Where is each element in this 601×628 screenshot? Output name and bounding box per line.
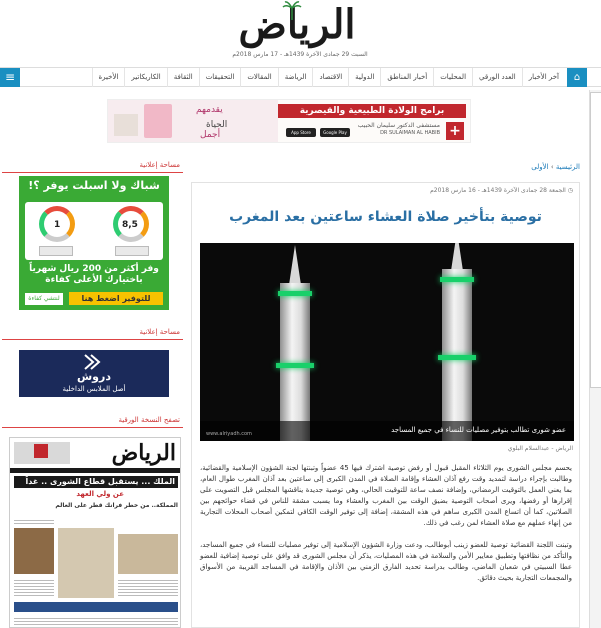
paper-thumb-photo	[14, 528, 54, 574]
paper-thumb-ad-mark	[34, 444, 48, 458]
hamburger-icon[interactable]: ≡	[0, 68, 20, 87]
palm-icon	[282, 0, 302, 20]
article-date-text: الجمعة 28 جمادى الآخرة 1439هـ - 16 مارس 2018م	[430, 187, 566, 194]
shabak-ad-body-line-1: وفر أكثر من 200 ريال شهرياً	[29, 264, 159, 274]
sidebar-ad-label-1: مساحة إعلانية	[2, 161, 183, 173]
shabak-ad-headline: شباك ولا اسبلت يوفر ؟!	[19, 176, 169, 204]
nav-item[interactable]: الكاريكاتير	[124, 68, 166, 87]
banner-gift-box	[114, 114, 138, 136]
banner-hospital-en: DR SULAIMAN AL HABIB	[380, 130, 440, 136]
right-skyscraper-ad	[589, 90, 601, 628]
app-store-badge[interactable]: App Store	[286, 128, 316, 137]
nav-item[interactable]: التحقيقات	[199, 68, 241, 87]
shabak-ad-logo: لنتشي كفاءة	[25, 293, 63, 305]
banner-tagline-3: أجمل	[200, 130, 221, 140]
home-icon[interactable]: ⌂	[567, 68, 587, 87]
article-author: الرياض - عبدالسلام البلوي	[507, 445, 573, 452]
banner-photo-frame	[144, 104, 172, 138]
gauge-left-value: 1	[54, 220, 61, 230]
split-ac-icon	[115, 246, 149, 256]
shabak-ad[interactable]	[19, 176, 169, 310]
nav-items	[92, 68, 566, 87]
photo-caption: عضو شورى تطالب بتوفير مصليات للنساء في جميع المساجد	[200, 421, 574, 441]
paper-thumb-strip	[10, 468, 181, 473]
article-date	[430, 187, 573, 194]
header-date: السبت 29 جمادى الآخرة 1439هـ - 17 مارس 2018م	[232, 51, 368, 58]
nav-item[interactable]: العدد الورقي	[472, 68, 522, 87]
paper-thumb-text-column	[14, 518, 54, 526]
minaret-light-ring	[278, 291, 312, 296]
clock-icon: ◷	[567, 187, 573, 194]
paper-thumb-subhead: المملكة.. من خطر فرانك قطر على العالم	[55, 502, 178, 509]
breadcrumb-section[interactable]: الأولى	[531, 163, 549, 171]
nav-item[interactable]: المقالات	[240, 68, 277, 87]
nav-item[interactable]: الاقتصاد	[312, 68, 348, 87]
shabak-ad-body	[19, 264, 169, 286]
paper-thumb-photo	[58, 528, 114, 598]
banner-tagline-1: يقدمهم	[196, 105, 223, 115]
window-ac-icon	[39, 246, 73, 256]
paper-thumb-photo	[118, 534, 178, 574]
banner-ad-title: برامج الولادة الطبيعية والقيصرية	[278, 104, 466, 118]
paper-thumb-text-column	[14, 616, 178, 628]
darwish-logo-icon	[83, 353, 103, 371]
print-edition-thumbnail[interactable]	[9, 437, 181, 628]
minaret-light-ring	[440, 277, 474, 282]
nav-item[interactable]: المحليات	[433, 68, 472, 87]
minaret-left	[280, 283, 310, 441]
banner-hospital-ar: مستشفى الدكتور سليمان الحبيب	[357, 122, 440, 129]
masthead	[0, 0, 601, 66]
paper-thumb-headline: الملك ... يستقبل قطاع الشورى .. غداً	[14, 476, 178, 488]
logo-text: الرياض	[238, 1, 356, 48]
paper-thumb-footer-band	[14, 602, 178, 612]
shabak-ad-body-line-2: باختيارك الأعلى كفاءة	[45, 275, 143, 285]
darwish-ad-subtitle: أصل الملابس الداخلية	[62, 385, 126, 393]
article-photo[interactable]	[200, 243, 574, 441]
darwish-ad[interactable]	[19, 350, 169, 397]
photo-watermark: www.alriyadh.com	[206, 431, 252, 437]
gauge-right-value: 8,5	[122, 220, 138, 230]
hospital-cross-icon: +	[446, 122, 464, 140]
darwish-ad-name: دروش	[77, 370, 111, 383]
paper-thumb-headline-2: عن ولي العهد	[76, 490, 124, 498]
article-paragraph: يحسم مجلس الشورى يوم الثلاثاء المقبل قبول أو رفض توصية اشترك فيها 45 عضواً وتبنتها لجنة الشؤون الإسلامية والقضائية، وطالبت بإجراء دراسة لتمديد وقت رفع آذان العشاء وإقامة الصلاة في المدن الكبرى إلى ساعتين بعد آذان المغرب طوال العام، بما يعني العمل بالتوقيت الرمضاني، وإضافة نصف ساعة للتوقيت الحالي، وهي توصية جديدة يناقشها المجلس قبل التصويت على إقرارها أو رفضها، ويرى أصحاب التوصية بضيق الوقت بين المغرب والعشاء وما يسبب مشقة للناس في قضاء حوائجهم بين الصلاتين، كما أن اتساع المدن الكبرى ساهم في هذه المشقة، إضافة إلى توفير الوقت الكافي لتمكين أصحاب المحلات التجارية من إنهاء عملهم مع صلاة العشاء لمن رغب في ذلك.	[200, 464, 572, 527]
breadcrumb-home[interactable]: الرئيسية	[555, 163, 580, 171]
site-logo[interactable]	[222, 2, 372, 48]
skyscraper-ad-frame[interactable]	[590, 92, 601, 388]
banner-ad[interactable]	[107, 99, 471, 143]
article-body	[200, 463, 572, 595]
sidebar-ad-label-2: مساحة إعلانية	[2, 328, 183, 340]
sidebar-paper-label: تصفح النسخة الورقية	[2, 416, 183, 428]
main-nav	[0, 67, 601, 87]
paper-thumb-logo: الرياض	[111, 440, 176, 466]
nav-item[interactable]: الدولية	[348, 68, 380, 87]
shabak-ad-panel	[25, 202, 163, 260]
banner-ad-image	[108, 100, 278, 143]
nav-item[interactable]: الثقافة	[167, 68, 199, 87]
nav-item[interactable]: الرياضة	[278, 68, 313, 87]
article-paragraph: وتبنت اللجنة القضائية توصية للعضو زينب أبوطالب، ودعت وزارة الشؤون الإسلامية إلى توفير مصليات للنساء في جميع المساجد، والتأكد من نظافتها وتطبيق معايير الأمن والسلامة في هذه المصليات، يذكر أن مجلس الشورى قد وافق على توصية إضافية للعضو عطا السبيتي في شعبان الماضي، وطالب بدراسة تحديد الفارق الزمني بين الأذان والإقامة في المساجد القريبة من الأسواق والمجمعات التجارية بحيث دقائق.	[200, 541, 572, 582]
paper-thumb-text-column	[14, 578, 54, 598]
minaret-spire	[289, 245, 301, 285]
breadcrumb-separator: ›	[550, 163, 554, 171]
minaret-light-ring	[438, 355, 476, 360]
google-play-badge[interactable]: Google Play	[320, 128, 350, 137]
paper-thumb-text-column	[118, 578, 178, 598]
nav-item[interactable]: آخر الأخبار	[522, 68, 565, 87]
paper-thumb-ad	[14, 442, 70, 464]
nav-item[interactable]: أخبار المناطق	[380, 68, 433, 87]
minaret-spire	[451, 243, 463, 271]
shabak-ad-cta-button[interactable]: للتوفير اضغط هنا	[69, 292, 163, 305]
article	[191, 182, 580, 628]
nav-item[interactable]: الأخيرة	[92, 68, 125, 87]
banner-tagline-2: الحياة	[206, 120, 228, 130]
article-title: توصية بتأخير صلاة العشاء ساعتين بعد المغرب	[229, 209, 542, 225]
breadcrumb	[191, 163, 580, 175]
minaret-light-ring	[276, 363, 314, 368]
